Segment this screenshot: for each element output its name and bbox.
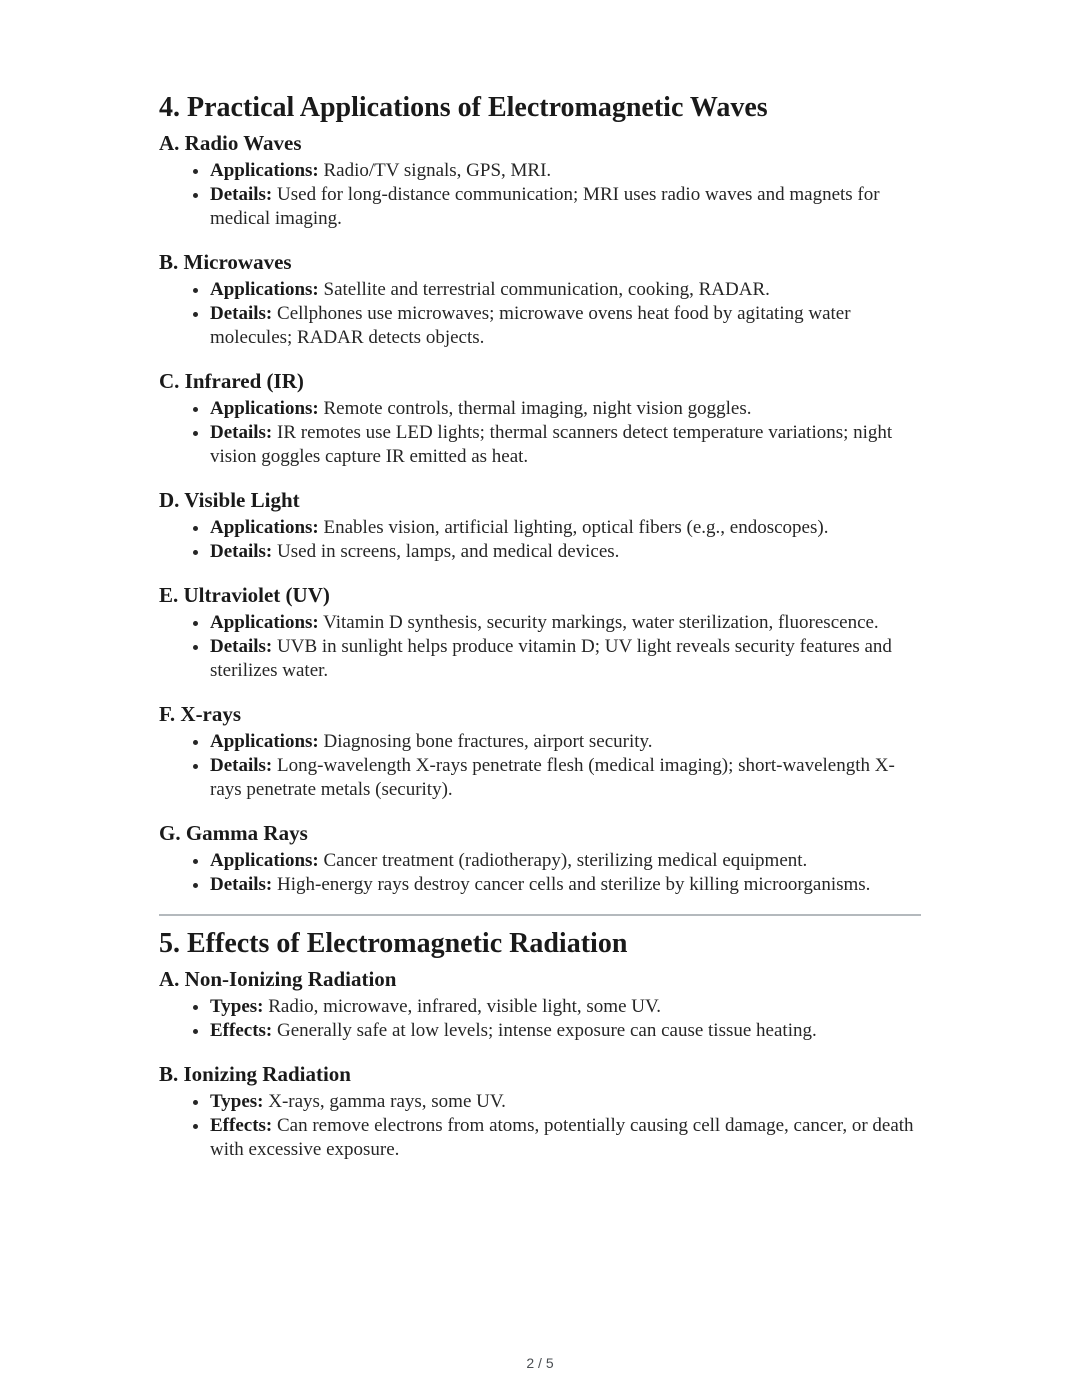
bullet-item [210, 754, 921, 802]
bullet-text: Satellite and terrestrial communication, cooking, RADAR. [323, 279, 770, 300]
bullet-item [210, 421, 921, 469]
bullet-item [210, 183, 921, 231]
bullet-label: Types: [210, 996, 264, 1017]
bullet-item [210, 849, 921, 873]
bullet-text: UVB in sunlight helps produce vitamin D; UV light reveals security features and sterilizes water. [210, 636, 892, 681]
bullet-label: Effects: [210, 1020, 273, 1041]
bullet-item [210, 635, 921, 683]
bullet-text: Used for long-distance communication; MRI uses radio waves and magnets for medical imaging. [210, 184, 880, 229]
bullet-list [159, 611, 921, 683]
bullet-label: Applications: [210, 731, 319, 752]
section-title: 5. Effects of Electromagnetic Radiation [159, 928, 628, 959]
bullet-list [159, 516, 921, 564]
bullet-text: Radio/TV signals, GPS, MRI. [323, 160, 552, 181]
subsection-heading: C. Infrared (IR) [159, 369, 304, 393]
bullet-label: Details: [210, 422, 273, 443]
bullet-item [210, 873, 921, 897]
bullet-text: Generally safe at low levels; intense exposure can cause tissue heating. [277, 1020, 817, 1041]
subsection-heading: D. Visible Light [159, 488, 300, 512]
bullet-text: Long-wavelength X-rays penetrate flesh (medical imaging); short-wavelength X-rays penetrate metals (security). [210, 755, 895, 800]
bullet-item [210, 730, 921, 754]
bullet-label: Details: [210, 541, 273, 562]
subsection-heading: B. Microwaves [159, 250, 292, 274]
bullet-text: Cellphones use microwaves; microwave ovens heat food by agitating water molecules; RADAR detects objects. [210, 303, 851, 348]
bullet-text: X-rays, gamma rays, some UV. [268, 1091, 506, 1112]
bullet-item [210, 1114, 921, 1162]
bullet-text: Enables vision, artificial lighting, optical fibers (e.g., endoscopes). [323, 517, 829, 538]
bullet-list [159, 730, 921, 802]
bullet-text: Radio, microwave, infrared, visible light, some UV. [268, 996, 661, 1017]
bullet-label: Applications: [210, 398, 319, 419]
bullet-item [210, 995, 921, 1019]
bullet-text: IR remotes use LED lights; thermal scanners detect temperature variations; night vision goggles capture IR emitted as heat. [210, 422, 893, 467]
bullet-item [210, 397, 921, 421]
bullet-label: Applications: [210, 612, 319, 633]
bullet-text: High-energy rays destroy cancer cells and sterilize by killing microorganisms. [277, 874, 871, 895]
bullet-label: Applications: [210, 517, 319, 538]
bullet-list [159, 1090, 921, 1162]
bullet-text: Diagnosing bone fractures, airport security. [323, 731, 653, 752]
bullet-list [159, 849, 921, 897]
bullet-item [210, 611, 921, 635]
bullet-text: Vitamin D synthesis, security markings, water sterilization, fluorescence. [323, 612, 879, 633]
bullet-label: Details: [210, 755, 273, 776]
bullet-label: Details: [210, 303, 273, 324]
bullet-label: Applications: [210, 850, 319, 871]
bullet-item [210, 1019, 921, 1043]
section-divider [159, 914, 921, 916]
bullet-label: Details: [210, 874, 273, 895]
subsection-heading: B. Ionizing Radiation [159, 1062, 351, 1086]
subsection-heading: F. X-rays [159, 702, 242, 726]
subsection-heading: G. Gamma Rays [159, 821, 308, 845]
section-title: 4. Practical Applications of Electromagnetic Waves [159, 92, 768, 123]
bullet-text: Cancer treatment (radiotherapy), sterilizing medical equipment. [323, 850, 808, 871]
bullet-label: Effects: [210, 1115, 273, 1136]
bullet-text: Remote controls, thermal imaging, night vision goggles. [323, 398, 752, 419]
bullet-label: Applications: [210, 160, 319, 181]
bullet-list [159, 397, 921, 469]
subsection-heading: A. Radio Waves [159, 131, 302, 155]
bullet-item [210, 540, 921, 564]
bullet-list [159, 278, 921, 350]
bullet-text: Used in screens, lamps, and medical devices. [277, 541, 620, 562]
subsection-heading: A. Non-Ionizing Radiation [159, 967, 397, 991]
subsection-heading: E. Ultraviolet (UV) [159, 583, 330, 607]
bullet-label: Details: [210, 636, 273, 657]
bullet-item [210, 516, 921, 540]
bullet-label: Details: [210, 184, 273, 205]
bullet-list [159, 159, 921, 231]
bullet-text: Can remove electrons from atoms, potentially causing cell damage, cancer, or death with excessive exposure. [210, 1115, 914, 1160]
bullet-item [210, 159, 921, 183]
page-number: 2 / 5 [526, 1355, 554, 1371]
bullet-list [159, 995, 921, 1043]
bullet-item [210, 278, 921, 302]
bullet-item [210, 302, 921, 350]
page-content [159, 90, 921, 1162]
bullet-item [210, 1090, 921, 1114]
bullet-label: Types: [210, 1091, 264, 1112]
bullet-label: Applications: [210, 279, 319, 300]
